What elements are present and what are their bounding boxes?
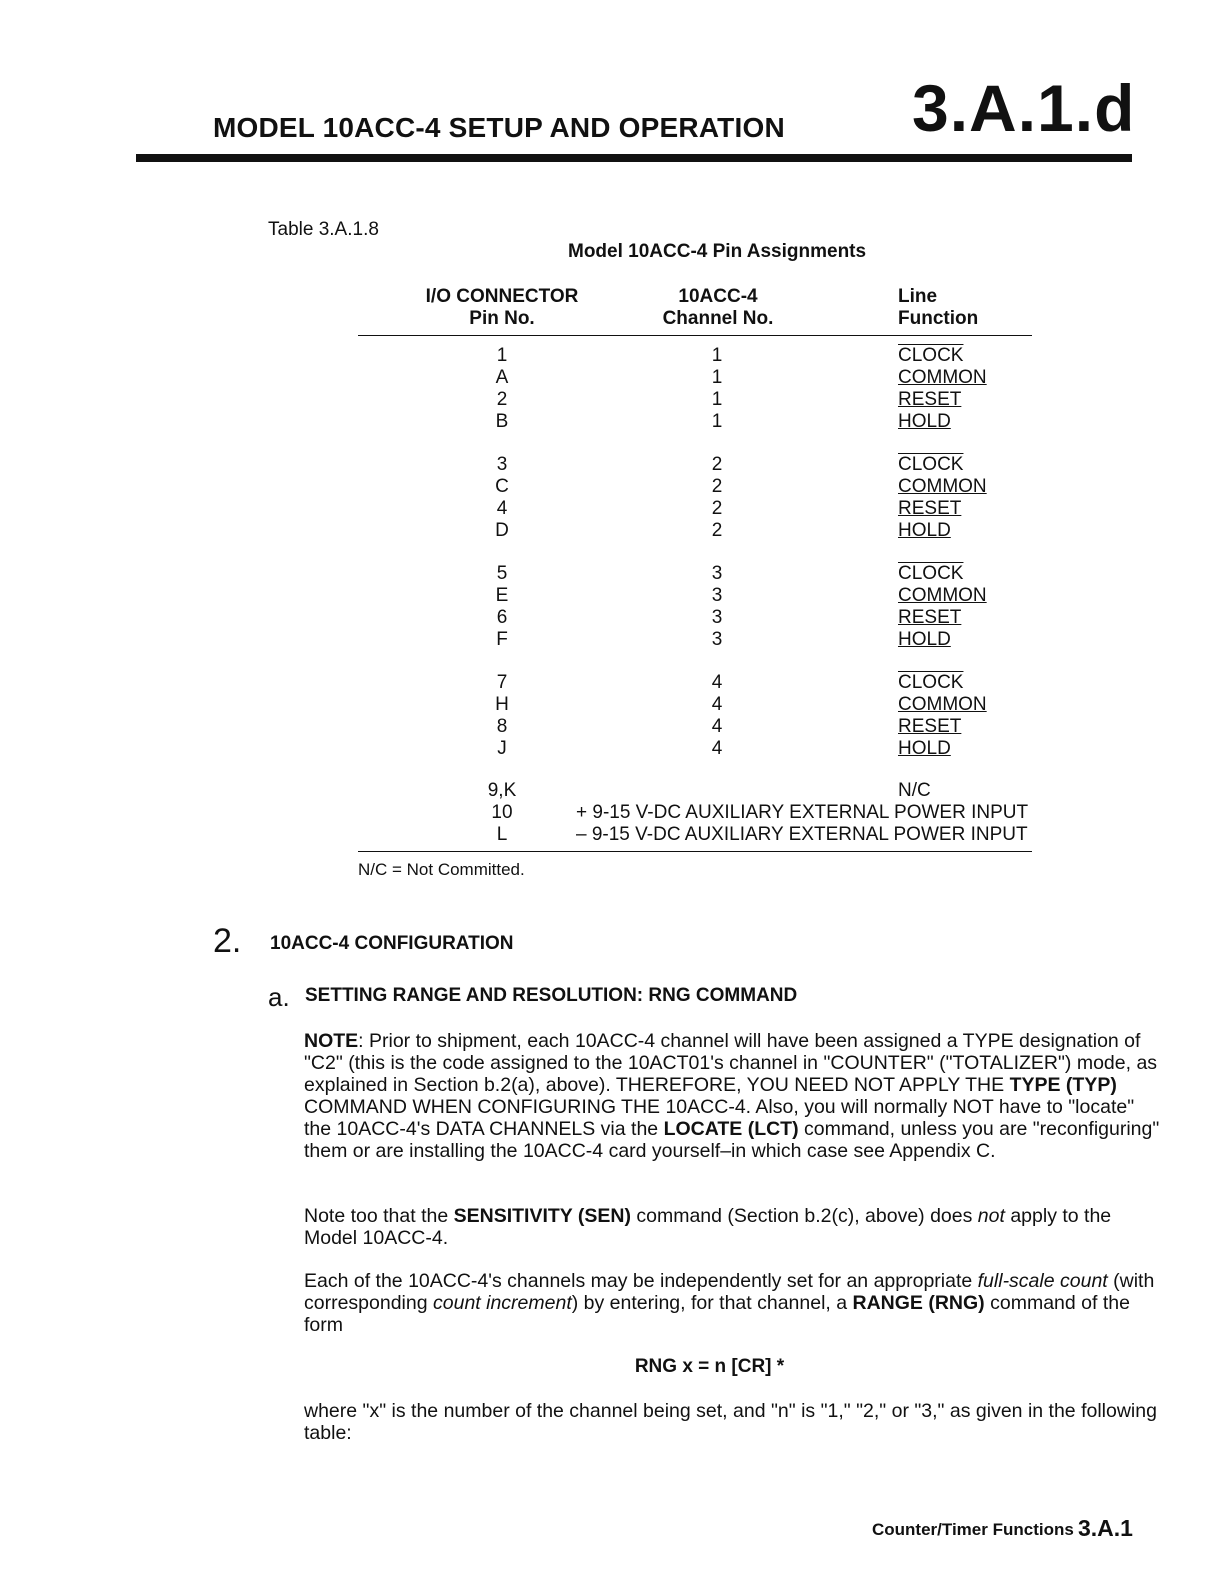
channel-cell: 4 <box>711 672 723 693</box>
channel-cell: 1 <box>711 411 723 432</box>
footer-text: Counter/Timer Functions <box>872 1520 1074 1539</box>
function-cell: HOLD <box>898 629 951 650</box>
channel-cell: 4 <box>711 716 723 737</box>
channel-cell: 2 <box>711 520 723 541</box>
pin-cell: C <box>495 476 509 497</box>
function-cell: HOLD <box>898 738 951 759</box>
footer-number: 3.A.1 <box>1078 1515 1133 1541</box>
function-cell: COMMON <box>898 476 987 497</box>
channel-cell: 4 <box>711 694 723 715</box>
col-header-channel: 10ACC-4 Channel No. <box>662 286 774 329</box>
function-cell: RESET <box>898 716 962 737</box>
power-minus-pin: L <box>496 824 508 845</box>
channel-cell: 2 <box>711 454 723 475</box>
page-header-title: MODEL 10ACC-4 SETUP AND OPERATION <box>213 112 785 143</box>
sensitivity-paragraph: Note too that the SENSITIVITY (SEN) command (Section b.2(c), above) does not apply to the Model 10ACC-4. <box>304 1205 1112 1249</box>
power-minus-desc: – 9-15 V-DC AUXILIARY EXTERNAL POWER INPUT <box>576 824 1028 845</box>
function-cell: RESET <box>898 498 962 519</box>
function-cell: CLOCK <box>898 454 964 475</box>
channel-cell: 2 <box>711 476 723 497</box>
function-cell: CLOCK <box>898 563 964 584</box>
channel-cell: 2 <box>711 498 723 519</box>
pin-cell: 1 <box>496 345 508 366</box>
col-header-function: Line Function <box>898 286 979 329</box>
table-bottom-rule <box>358 851 1032 852</box>
channel-cell: 4 <box>711 738 723 759</box>
function-cell: HOLD <box>898 520 951 541</box>
pin-cell: 5 <box>496 563 508 584</box>
channel-cell: 1 <box>711 345 723 366</box>
subsection-letter: a. <box>268 982 290 1012</box>
function-cell: RESET <box>898 607 962 628</box>
range-paragraph: Each of the 10ACC-4's channels may be independently set for an appropriate full-scale count (with corresponding count increment) by entering, for that channel, a RANGE (RNG) command of the form <box>304 1270 1155 1336</box>
function-cell: COMMON <box>898 367 987 388</box>
section-heading-number: 2. <box>213 922 242 960</box>
subsection-title: SETTING RANGE AND RESOLUTION: RNG COMMAND <box>305 985 798 1006</box>
power-plus-desc: + 9-15 V-DC AUXILIARY EXTERNAL POWER INPUT <box>576 802 1029 823</box>
pin-cell: 4 <box>496 498 508 519</box>
table-title: Model 10ACC-4 Pin Assignments <box>568 241 867 262</box>
pin-cell: E <box>495 585 509 606</box>
col-header-pin: I/O CONNECTOR Pin No. <box>425 286 579 329</box>
pin-cell: J <box>497 738 507 759</box>
channel-cell: 3 <box>711 563 723 584</box>
pin-cell: H <box>495 694 509 715</box>
where-paragraph: where "x" is the number of the channel being set, and "n" is "1," "2," or "3," as given in the following table: <box>304 1400 1157 1444</box>
function-cell: RESET <box>898 389 962 410</box>
channel-cell: 3 <box>711 629 723 650</box>
pin-cell: B <box>495 411 509 432</box>
power-plus-pin: 10 <box>491 802 513 823</box>
pin-cell: 7 <box>496 672 508 693</box>
channel-cell: 3 <box>711 607 723 628</box>
channel-cell: 1 <box>711 367 723 388</box>
function-cell: CLOCK <box>898 345 964 366</box>
table-footnote: N/C = Not Committed. <box>358 860 525 879</box>
table-header-rule <box>358 335 1032 336</box>
pin-cell: 8 <box>496 716 508 737</box>
section-heading-title: 10ACC-4 CONFIGURATION <box>270 933 514 954</box>
nc-function: N/C <box>898 780 931 801</box>
pin-cell: D <box>495 520 509 541</box>
nc-pin: 9,K <box>487 780 517 801</box>
function-cell: HOLD <box>898 411 951 432</box>
pin-cell: 6 <box>496 607 508 628</box>
pin-cell: A <box>495 367 509 388</box>
pin-cell: 2 <box>496 389 508 410</box>
pin-cell: F <box>496 629 508 650</box>
channel-cell: 3 <box>711 585 723 606</box>
table-label: Table 3.A.1.8 <box>268 219 379 240</box>
command-syntax: RNG x = n [CR] * <box>634 1356 785 1377</box>
function-cell: COMMON <box>898 694 987 715</box>
pin-cell: 3 <box>496 454 508 475</box>
function-cell: COMMON <box>898 585 987 606</box>
note-paragraph: NOTE: Prior to shipment, each 10ACC-4 channel will have been assigned a TYPE designation of "C2" (this is the code assigned to the 10ACT01's channel in "COUNTER" ("TOTALIZER") mode, as explained in Section b.2(a), above). THEREFORE, YOU NEED NOT APPLY THE TYPE (TYP) COMMAND WHEN CONFIGURING THE 10ACC-4. Also, you will normally NOT have to "locate" the 10ACC-4's DATA CHANNELS via the LOCATE (LCT) command, unless you are "reconfiguring" them or are installing the 10ACC-4 card yourself–in which case see Appendix C. <box>304 1030 1160 1162</box>
channel-cell: 1 <box>711 389 723 410</box>
function-cell: CLOCK <box>898 672 964 693</box>
section-number: 3.A.1.d <box>912 71 1136 145</box>
header-rule <box>136 154 1132 162</box>
